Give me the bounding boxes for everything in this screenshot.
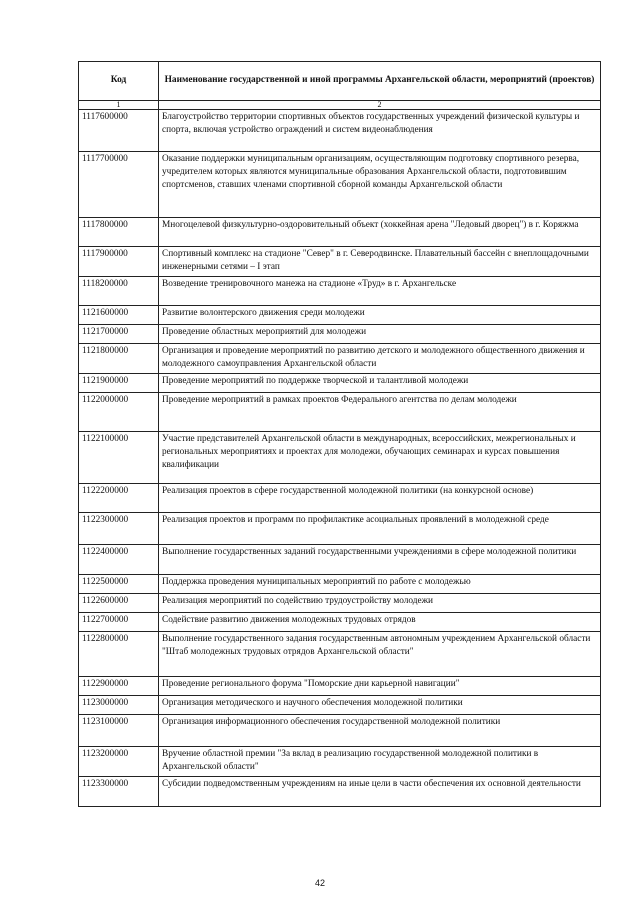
table-row [79,277,601,306]
row-code: 1122400000 [79,545,159,575]
table-row [79,632,601,677]
table-row [79,110,601,152]
row-code: 1122800000 [79,632,159,677]
row-name: Проведение областных мероприятий для молодежи [159,325,601,344]
table-row [79,696,601,715]
row-name: Многоцелевой физкультурно-оздоровительный объект (хоккейная арена "Ледовый дворец") в г. Коряжма [159,218,601,247]
row-name: Поддержка проведения муниципальных мероприятий по работе с молодежью [159,575,601,594]
table-row [79,513,601,545]
column-numbers-row [79,101,601,110]
row-name: Реализация проектов в сфере государственной молодежной политики (на конкурсной основе) [159,484,601,513]
table-row [79,393,601,432]
table-row [79,374,601,393]
table-row [79,777,601,807]
row-name: Вручение областной премии "За вклад в реализацию государственной молодежной политики в Архангельской области" [159,747,601,777]
column-number-1: 1 [79,101,159,110]
row-name: Организация методического и научного обеспечения молодежной политики [159,696,601,715]
table-row [79,344,601,374]
row-code: 1121700000 [79,325,159,344]
row-code: 1122900000 [79,677,159,696]
row-name: Спортивный комплекс на стадионе "Север" в г. Северодвинске. Плавательный бассейн с внеплощадочными инженерными сетями – I этап [159,247,601,277]
table-row [79,306,601,325]
row-code: 1122300000 [79,513,159,545]
row-code: 1121600000 [79,306,159,325]
row-code: 1122600000 [79,594,159,613]
row-code: 1121900000 [79,374,159,393]
row-code: 1121800000 [79,344,159,374]
row-name: Возведение тренировочного манежа на стадионе «Труд» в г. Архангельске [159,277,601,306]
row-name: Проведение регионального форума "Поморские дни карьерной навигации" [159,677,601,696]
table-row [79,715,601,747]
row-name: Организация информационного обеспечения государственной молодежной политики [159,715,601,747]
row-name: Реализация мероприятий по содействию трудоустройству молодежи [159,594,601,613]
table-body [79,110,601,807]
row-code: 1123000000 [79,696,159,715]
row-code: 1122000000 [79,393,159,432]
header-name: Наименование государственной и иной программы Архангельской области, мероприятий (проектов) [159,62,601,101]
row-code: 1117900000 [79,247,159,277]
row-code: 1123200000 [79,747,159,777]
row-code: 1122700000 [79,613,159,632]
row-code: 1117600000 [79,110,159,152]
row-name: Субсидии подведомственным учреждениям на иные цели в части обеспечения их основной деятельности [159,777,601,807]
table-row [79,575,601,594]
column-number-2: 2 [159,101,601,110]
row-name: Реализация проектов и программ по профилактике асоциальных проявлений в молодежной среде [159,513,601,545]
table-row [79,325,601,344]
row-code: 1123300000 [79,777,159,807]
table-row [79,432,601,484]
table-row [79,545,601,575]
row-name: Содействие развитию движения молодежных трудовых отрядов [159,613,601,632]
row-name: Выполнение государственных заданий государственными учреждениями в сфере молодежной политики [159,545,601,575]
row-name: Оказание поддержки муниципальным организациям, осуществляющим подготовку спортивного резерва, учредителем которых являются муниципальные образования Архангельской области, подготовившим спортсменов, ставших членами спортивной сборной команды Архангельской области [159,152,601,218]
table-header-row [79,62,601,101]
row-code: 1123100000 [79,715,159,747]
row-code: 1118200000 [79,277,159,306]
table-row [79,594,601,613]
row-code: 1122500000 [79,575,159,594]
table-row [79,484,601,513]
row-name: Выполнение государственного задания государственным автономным учреждением Архангельской области "Штаб молодежных трудовых отрядов Архангельской области" [159,632,601,677]
page-number: 42 [314,878,325,888]
header-code: Код [79,62,159,101]
table-row [79,677,601,696]
row-code: 1122200000 [79,484,159,513]
codes-table [78,61,601,807]
table-row [79,613,601,632]
row-name: Проведение мероприятий по поддержке творческой и талантливой молодежи [159,374,601,393]
table-row [79,218,601,247]
table-row [79,152,601,218]
row-name: Благоустройство территории спортивных объектов государственных учреждений физической культуры и спорта, включая устройство ограждений и систем видеонаблюдения [159,110,601,152]
row-name: Участие представителей Архангельской области в международных, всероссийских, межрегиональных и региональных мероприятиях и проектах для молодежи, обучающих семинарах и курсах повышения квалификации [159,432,601,484]
row-code: 1117800000 [79,218,159,247]
table-row [79,247,601,277]
table-row [79,747,601,777]
row-code: 1117700000 [79,152,159,218]
row-code: 1122100000 [79,432,159,484]
row-name: Организация и проведение мероприятий по развитию детского и молодежного общественного движения и молодежного самоуправления Архангельской области [159,344,601,374]
row-name: Развитие волонтерского движения среди молодежи [159,306,601,325]
row-name: Проведение мероприятий в рамках проектов Федерального агентства по делам молодежи [159,393,601,432]
